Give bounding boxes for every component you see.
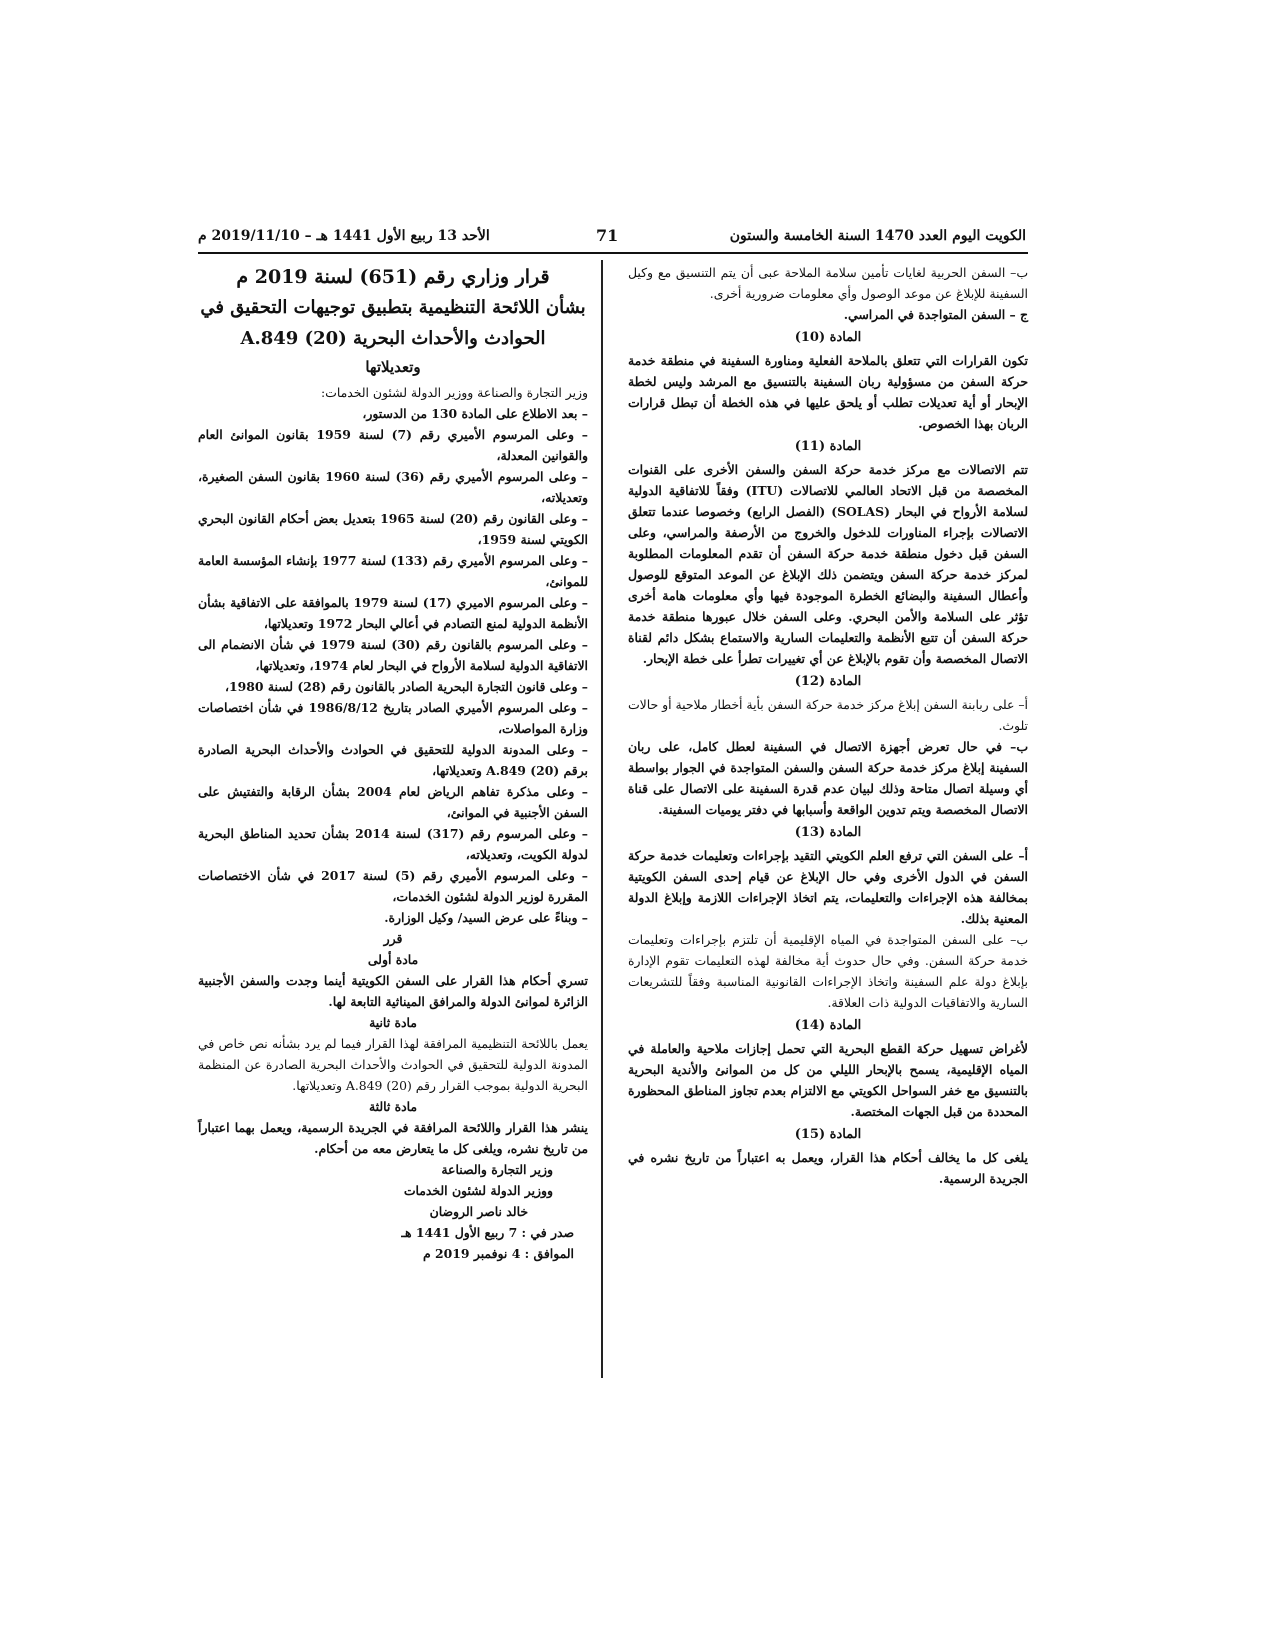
page-number: 71 — [596, 226, 619, 245]
article-14-title: المادة (14) — [794, 1018, 862, 1033]
right-column — [628, 262, 1028, 1189]
third-article-text: ينشر هذا القرار واللائحة المرافقة في الجريدة الرسمية، ويعمل بهما اعتباراً من تاريخ نشره، ويلغى كل ما يتعارض معه من أحكام. — [198, 1120, 588, 1156]
recital: – وعلى المرسوم الأميري رقم (5) لسنة 2017 في شأن الاختصاصات المقررة لوزير الدولة لشئون الخدمات، — [198, 868, 588, 904]
article-12-title: المادة (12) — [794, 674, 862, 689]
recital: – وعلى قانون التجارة البحرية الصادر بالقانون رقم (28) لسنة 1980، — [225, 679, 588, 694]
decree-title: قرار وزاري رقم (651) لسنة 2019 م — [236, 266, 550, 288]
article-13-title: المادة (13) — [794, 825, 862, 840]
recital: – وعلى المرسوم الأميري الصادر بتاريخ 1986/8/12 في شأن اختصاصات وزارة المواصلات، — [198, 700, 588, 736]
recital: – وعلى المدونة الدولية للتحقيق في الحوادث والأحداث البحرية الصادرة برقم (20) A.849 وتعديلاتها، — [198, 742, 588, 778]
article-13-clause-b: ب– على السفن المتواجدة في المياه الإقليمية أن تلتزم بإجراءات وتعليمات خدمة حركة السفن. وفي حال حدوث أية مخالفة لهذه التعليمات تقوم الإدارة بإبلاغ دولة علم السفينة واتخاذ الإجراءات القانونية المناسبة وفقاً للتشريعات السارية والاتفاقيات الدولية ذات العلاقة. — [628, 932, 1028, 1010]
article-10-title: المادة (10) — [794, 330, 862, 345]
header-issue-info: الكويت اليوم العدد 1470 السنة الخامسة والستون — [729, 228, 1026, 244]
issued-date-hijri: صدر في : 7 ربيع الأول 1441 هـ — [401, 1225, 574, 1240]
recital: – وبناءً على عرض السيد/ وكيل الوزارة. — [384, 910, 588, 925]
signatory-title-services: ووزير الدولة لشئون الخدمات — [403, 1183, 553, 1198]
third-article-title: مادة ثالثة — [368, 1099, 418, 1114]
decided-heading: قرر — [383, 931, 403, 946]
article-13-clause-a: أ– على السفن التي ترفع العلم الكويتي التقيد بإجراءات وتعليمات خدمة حركة السفن في الدول الأخرى وفي حال الإبلاغ عن قيام إحدى السفن الكويتية بمخالفة هذه الإجراءات والتعليمات، يتم اتخاذ الإجراءات اللازمة وإبلاغ الدولة المعنية بذلك. — [628, 848, 1028, 926]
article-12-clause-a: أ– على ربابنة السفن إبلاغ مركز خدمة حركة السفن بأية أخطار ملاحية أو حالات تلوث. — [627, 697, 1028, 733]
preamble: وزير التجارة والصناعة ووزير الدولة لشئون الخدمات: — [321, 385, 588, 400]
recital: – وعلى المرسوم الاميري (17) لسنة 1979 بالموافقة على الاتفاقية بشأن الأنظمة الدولية لمنع التصادم في أعالي البحار 1972 وتعديلاتها، — [198, 595, 589, 631]
article-10-text: تكون القرارات التي تتعلق بالملاحة الفعلية ومناورة السفينة في منطقة خدمة حركة السفن من مسؤولية ربان السفينة بالتنسيق مع المرشد وليس لخطة الإبحار أو أية تعديلات تطلب أو يلحق عليها في هذه الخطة أن تبطل قرارات الربان بهذا الخصوص. — [628, 353, 1028, 431]
recital: – وعلى المرسوم الأميري رقم (7) لسنة 1959 بقانون الموانئ العام والقوانين المعدلة، — [198, 427, 588, 463]
clause-b-warships: ب– السفن الحربية لغايات تأمين سلامة الملاحة عبى أن يتم التنسيق مع وكيل السفينة للإبلاغ عن موعد الوصول وأي معلومات ضرورية أخرى. — [628, 265, 1028, 301]
first-article-text: تسري أحكام هذا القرار على السفن الكويتية أينما وجدت والسفن الأجنبية الزائرة لموانئ الدولة والمرافق الميناثية التابعة لها. — [198, 973, 588, 1009]
second-article-text: يعمل باللائحة التنظيمية المرافقة لهذا القرار فيما لم يرد بشأنه نص خاص في المدونة الدولية للتحقيق في الحوادث والأحداث البحرية الصادرة عن المنظمة البحرية الدولية بموجب القرار رقم (20) A.849 وتعديلاتها. — [198, 1036, 588, 1093]
recital: – وعلى المرسوم بالقانون رقم (30) لسنة 1979 في شأن الانضمام الى الاتفاقية الدولية لسلامة الأرواح في البحار لعام 1974، وتعديلاتها، — [198, 637, 588, 673]
recital: – وعلى مذكرة تفاهم الرياض لعام 2004 بشأن الرقابة والتفتيش على السفن الأجنبية في الموانئ، — [198, 784, 588, 820]
recital: – وعلى المرسوم الأميري رقم (133) لسنة 1977 بإنشاء المؤسسة العامة للموانئ، — [198, 553, 588, 589]
recital: – وعلى المرسوم رقم (317) لسنة 2014 بشأن تحديد المناطق البحرية لدولة الكويت، وتعديلاته، — [198, 826, 588, 862]
second-article-title: مادة ثانية — [369, 1015, 417, 1030]
recital: – بعد الاطلاع على المادة 130 من الدستور، — [362, 406, 588, 421]
article-11-text: تتم الاتصالات مع مركز خدمة حركة السفن والسفن الأخرى على القنوات المخصصة من قبل الاتحاد العالمي للاتصالات (ITU) وفقاً للاتفاقية الدولية لسلامة الأرواح في البحار (SOLAS) (الفصل الرابع) وخصوصا عندما تتعلق الاتصالات بإجراء المناورات للدخول والخروج من الأرصفة والمراسي، وعلى السفن قبل دخول منطقة خدمة حركة السفن أن تقدم المعلومات المطلوبة لمركز خدمة حركة السفن ويتضمن ذلك الإبلاغ عن الموعد المتوقع للوصول وأعطال السفينة والبضائع الخطرة الموجودة فيها وأي معلومات هامة أخرى تؤثر على السلامة والأمن البحري. وعلى السفن خلال عبورها منطقة خدمة حركة السفن أن تتبع الأنظمة والتعليمات السارية والاستماع بشكل دائم لقناة الاتصال المخصصة وأن تقوم بالإبلاغ عن أي تغييرات تطرأ على خطة الإبحار. — [628, 462, 1028, 666]
issued-date-gregorian: الموافق : 4 نوفمبر 2019 م — [423, 1246, 574, 1261]
header-date: الأحد 13 ربيع الأول 1441 هـ – 2019/11/10 م — [198, 228, 490, 244]
decree-subtitle: بشأن اللائحة التنظيمية بتطبيق توجيهات التحقيق في الحوادث والأحداث البحرية (20) A.849 — [200, 297, 586, 349]
signatory-name: خالد ناصر الروضان — [429, 1204, 528, 1219]
article-11-title: المادة (11) — [794, 439, 862, 454]
page-header — [198, 222, 1028, 254]
article-14-text: لأغراض تسهيل حركة القطع البحرية التي تحمل إجازات ملاحية والعاملة في المياه الإقليمية، يسمح بالإبحار الليلي من كل من الموانئ والأندية البحرية بالتنسيق مع خفر السواحل الكويتي مع الالتزام بعدم تجاوز المناطق المحظورة المحددة من قبل الجهات المختصة. — [628, 1041, 1028, 1119]
decree-subtitle-amendments: وتعديلاتها — [365, 358, 421, 376]
left-column — [198, 262, 588, 1264]
article-15-title: المادة (15) — [794, 1127, 862, 1142]
article-12-clause-b: ب– في حال تعرض أجهزة الاتصال في السفينة لعطل كامل، على ربان السفينة إبلاغ مركز خدمة حركة السفن والسفن المتواجدة في الجوار بواسطة أي وسيلة اتصال متاحة وذلك لبيان عدم قدرة السفينة على الاتصال على قناة الاتصال المخصصة ويتم تدوين الواقعة وأسبابها في دفتر يوميات السفينة. — [628, 739, 1028, 817]
article-15-text: يلغى كل ما يخالف أحكام هذا القرار، ويعمل به اعتباراً من تاريخ نشره في الجريدة الرسمية. — [628, 1150, 1028, 1186]
clause-c-anchorage: ج – السفن المتواجدة في المراسي. — [843, 307, 1028, 322]
recital: – وعلى المرسوم الأميري رقم (36) لسنة 1960 بقانون السفن الصغيرة، وتعديلاته، — [198, 469, 588, 505]
recital: – وعلى القانون رقم (20) لسنة 1965 بتعديل بعض أحكام القانون البحري الكويتي لسنة 1959، — [198, 511, 588, 547]
column-divider — [601, 260, 603, 1378]
gazette-page — [198, 222, 1028, 1384]
first-article-title: مادة أولى — [367, 952, 419, 967]
signatory-title-commerce: وزير التجارة والصناعة — [441, 1162, 553, 1177]
